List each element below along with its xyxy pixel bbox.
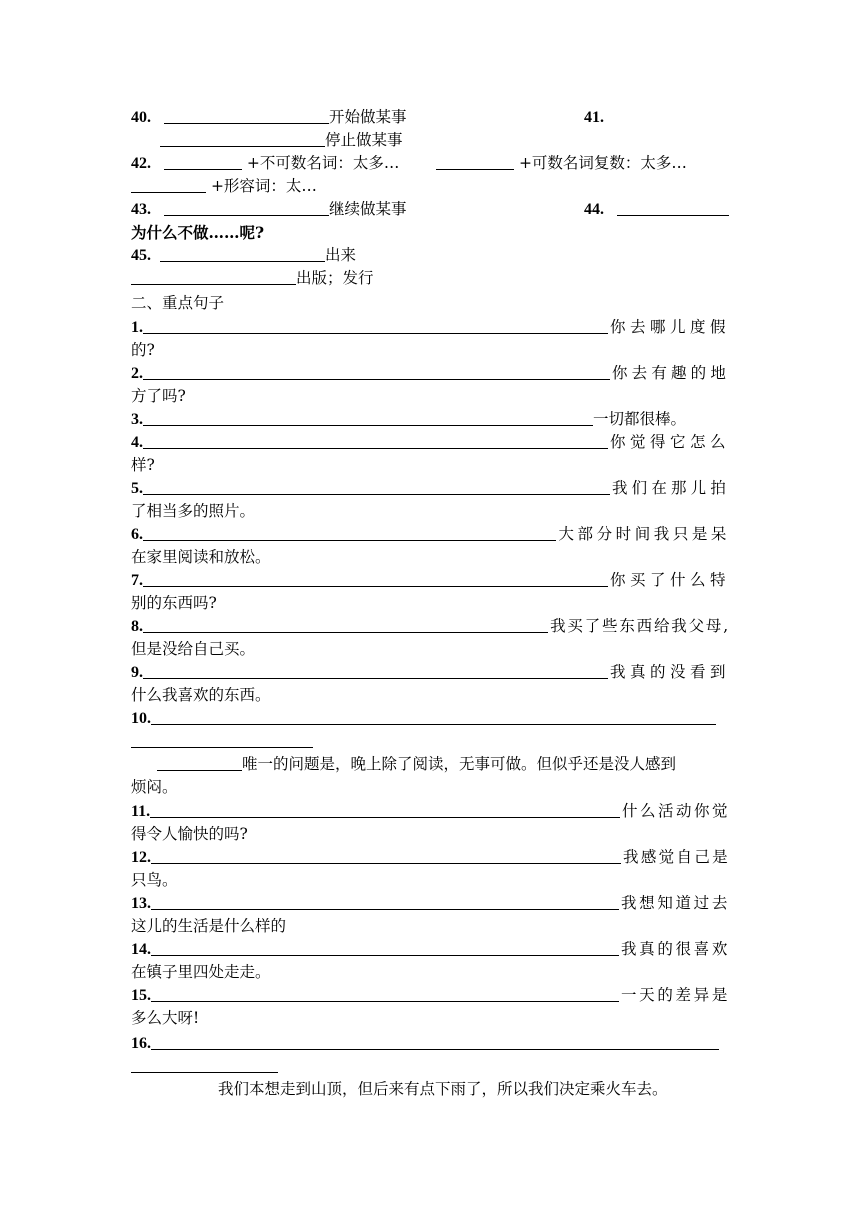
sentence-meaning-text: 大部分时间我只是呆 — [558, 525, 730, 543]
vocab-row-44 — [131, 221, 264, 244]
answer-blank[interactable] — [131, 191, 206, 193]
sentence-meaning-cont: 但是没给自己买。 — [131, 640, 256, 658]
sentence-continuation — [131, 1055, 278, 1078]
answer-blank[interactable] — [617, 214, 729, 216]
sentence-item — [131, 615, 730, 638]
answer-blank[interactable] — [164, 168, 242, 170]
sentence-number: 8. — [131, 618, 143, 635]
sentence-number: 4. — [131, 434, 143, 451]
vocab-row-45 — [131, 244, 356, 267]
sentence-meaning-cont: 在镇子里四处走走。 — [131, 963, 271, 981]
answer-blank[interactable] — [131, 1071, 278, 1073]
sentence-item — [131, 477, 730, 500]
sentence-number: 6. — [131, 526, 143, 543]
item-number: 40. — [131, 109, 151, 126]
sentence-number: 14. — [131, 941, 151, 958]
sentence-item — [131, 408, 730, 431]
answer-blank[interactable] — [160, 145, 325, 147]
sentence-meaning: 我们本想走到山顶，但后来有点下雨了，所以我们决定乘火车去。 — [218, 1080, 668, 1098]
vocab-row-42 — [131, 152, 731, 175]
sentence-item — [131, 362, 730, 385]
sentence-meaning-cont: 只鸟。 — [131, 871, 178, 889]
sentence-number: 1. — [131, 319, 143, 336]
answer-blank[interactable] — [143, 631, 548, 633]
item-number: 41. — [584, 109, 604, 126]
sentence-number: 12. — [131, 849, 151, 866]
sentence-number: 2. — [131, 365, 143, 382]
sentence-meaning-cont: 方了吗? — [131, 387, 186, 405]
item-meaning: +形容词：太… — [210, 177, 317, 195]
sentence-meaning-text: 一天的差异是 — [620, 986, 730, 1004]
answer-blank[interactable] — [143, 447, 608, 449]
sentence-number: 15. — [131, 987, 151, 1004]
item-meaning: 继续做某事 — [328, 200, 407, 218]
answer-blank[interactable] — [143, 539, 556, 541]
item-meaning: 出版；发行 — [296, 269, 374, 287]
answer-blank[interactable] — [151, 954, 619, 956]
item-number: 45. — [131, 247, 151, 264]
answer-blank[interactable] — [164, 214, 329, 216]
answer-blank[interactable] — [151, 1048, 719, 1050]
vocab-row-40b — [160, 129, 403, 152]
sentence-meaning-cont: 样? — [131, 456, 155, 474]
sentence-number: 16. — [131, 1035, 151, 1052]
answer-blank[interactable] — [151, 908, 619, 910]
sentence-meaning-text: 我买了些东西给我父母, — [550, 617, 730, 635]
sentence-meaning-cont: 在家里阅读和放松。 — [131, 548, 271, 566]
sentence-meaning-cont: 多么大呀! — [131, 1009, 200, 1027]
sentence-meaning-cont: 得令人愉快的吗? — [131, 825, 248, 843]
sentence-item — [131, 984, 730, 1007]
answer-blank[interactable] — [436, 168, 514, 170]
sentence-meaning — [157, 753, 730, 776]
item-meaning: 为什么不做……呢? — [131, 223, 265, 242]
vocab-row-43 — [131, 198, 731, 221]
sentence-meaning-text: 什么活动你觉 — [621, 802, 730, 820]
sentence-item — [131, 707, 730, 730]
answer-blank[interactable] — [143, 585, 608, 587]
sentence-item — [131, 1032, 730, 1055]
section-title: 二、重点句子 — [131, 294, 225, 312]
sentence-item — [131, 316, 730, 339]
answer-blank[interactable] — [151, 723, 716, 725]
sentence-number: 5. — [131, 480, 143, 497]
answer-blank[interactable] — [131, 283, 296, 285]
sentence-number: 9. — [131, 664, 143, 681]
answer-blank[interactable] — [143, 493, 610, 495]
sentence-meaning-text: 我想知道过去 — [620, 894, 730, 912]
item-number: 42. — [131, 155, 151, 172]
sentence-item — [131, 892, 730, 915]
item-meaning: 出来 — [324, 246, 356, 264]
sentence-meaning-text: 我们在那儿拍 — [611, 479, 730, 497]
sentence-item — [131, 431, 730, 454]
item-number: 43. — [131, 201, 151, 218]
vocab-row-42c — [131, 175, 317, 198]
item-number: 44. — [584, 201, 604, 218]
answer-blank[interactable] — [157, 769, 242, 771]
sentence-number: 3. — [131, 411, 143, 428]
answer-blank[interactable] — [151, 1000, 619, 1002]
answer-blank[interactable] — [143, 677, 608, 679]
answer-blank[interactable] — [151, 862, 621, 864]
vocab-row-40 — [131, 106, 731, 129]
answer-blank[interactable] — [160, 260, 325, 262]
sentence-meaning-cont: 这儿的生活是什么样的 — [131, 917, 287, 935]
answer-blank[interactable] — [131, 746, 313, 748]
answer-blank[interactable] — [164, 122, 329, 124]
sentence-meaning-text: 我真的没看到 — [609, 663, 730, 681]
vocab-row-45b — [131, 267, 374, 290]
sentence-item — [131, 661, 730, 684]
item-meaning: 停止做某事 — [325, 131, 403, 149]
answer-blank[interactable] — [143, 332, 608, 334]
sentence-meaning-text: 你觉得它怎么 — [609, 433, 730, 451]
answer-blank[interactable] — [143, 424, 593, 426]
sentence-meaning-text: 唯一的问题是，晚上除了阅读，无事可做。但似乎还是没人感到 — [242, 755, 677, 773]
sentence-meaning-text: 一切都很棒。 — [593, 410, 687, 428]
sentence-meaning-text: 你去有趣的地 — [611, 364, 730, 382]
sentence-meaning-text: 我感觉自己是 — [622, 848, 730, 866]
item-meaning: +可数名词复数：太多… — [518, 154, 687, 172]
item-meaning: 开始做某事 — [328, 108, 407, 126]
sentence-number: 7. — [131, 572, 143, 589]
sentence-item — [131, 569, 730, 592]
sentence-item — [131, 938, 730, 961]
sentence-meaning-cont: 了相当多的照片。 — [131, 502, 256, 520]
sentence-item — [131, 846, 730, 869]
sentence-item — [131, 523, 730, 546]
sentence-number: 10. — [131, 710, 151, 727]
item-meaning: +不可数名词：太多… — [246, 154, 400, 172]
sentence-item — [131, 800, 730, 823]
sentence-meaning-text: 我真的很喜欢 — [620, 940, 730, 958]
sentence-continuation — [131, 730, 313, 753]
sentence-meaning-text: 你买了什么特 — [609, 571, 730, 589]
sentence-meaning-text: 你去哪儿度假 — [609, 318, 730, 336]
sentence-meaning-cont: 的? — [131, 341, 155, 359]
sentence-number: 13. — [131, 895, 151, 912]
answer-blank[interactable] — [143, 378, 610, 380]
sentence-meaning-cont: 什么我喜欢的东西。 — [131, 686, 271, 704]
sentence-number: 11. — [131, 803, 151, 820]
answer-blank[interactable] — [150, 816, 620, 818]
sentence-meaning-cont: 烦闷。 — [131, 778, 178, 796]
sentence-meaning-cont: 别的东西吗? — [131, 594, 217, 612]
